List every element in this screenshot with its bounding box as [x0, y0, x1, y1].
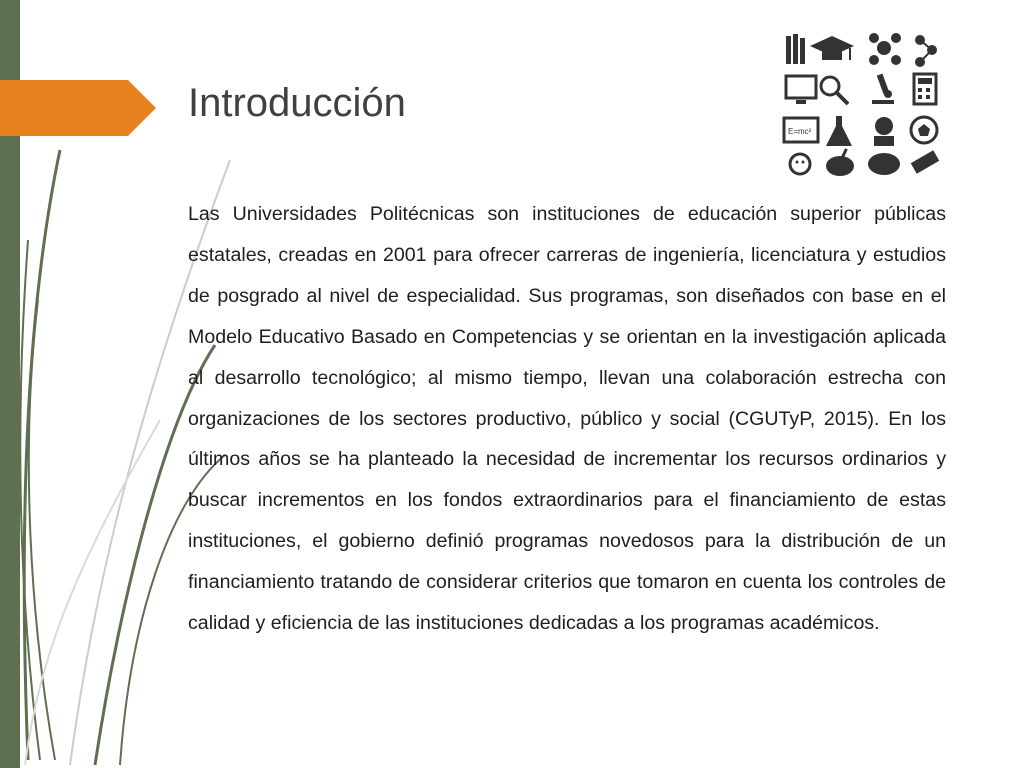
monitor-icon: [786, 76, 816, 104]
pencils-icon: [786, 34, 805, 64]
brain-icon: [868, 153, 900, 175]
education-icon-grid: [780, 30, 944, 182]
microscope-icon: [872, 74, 894, 104]
molecule-icon: [869, 33, 901, 65]
svg-text:E=mc²: E=mc²: [788, 127, 812, 136]
student-icon: [874, 117, 894, 146]
flask-icon: [826, 116, 852, 146]
network-icon: [916, 36, 936, 66]
eraser-icon: [911, 150, 940, 173]
girl-icon: [790, 154, 810, 174]
slide-title: Introducción: [188, 81, 406, 125]
magnifier-icon: [821, 77, 848, 104]
body-paragraph: Las Universidades Politécnicas son instituciones de educación superior públicas estatales, creadas en 2001 para ofrecer carreras de ingeniería, licenciatura y estudios de posgrado al nivel de especialidad. Sus programas, son diseñados con base en el Modelo Educativo Basado en Competencias y se orientan en la investigación aplicada al desarrollo tecnológico; al mismo tiempo, llevan una colaboración estrecha con organizaciones de los sectores productivo, público y social (CGUTyP, 2015). En los últimos años se ha planteado la necesidad de incrementar los recursos ordinarios y buscar incrementos en los fondos extraordinarios para el financiamiento de estas instituciones, el gobierno definió programas novedosos para la distribución de un financiamiento tratando de considerar criterios que tomaron en cuenta los controles de calidad y eficiencia de las instituciones dedicadas a los programas académicos.: [188, 203, 946, 635]
palette-icon: [826, 148, 854, 176]
chalkboard-icon: [784, 118, 818, 142]
soccer-ball-icon: [911, 117, 937, 143]
title-arrow-shape: [0, 80, 156, 136]
calculator-icon: [914, 74, 936, 104]
graduation-cap-icon: [810, 36, 854, 60]
